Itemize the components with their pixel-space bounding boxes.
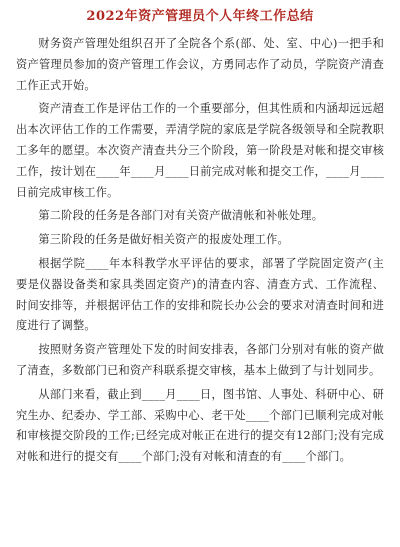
paragraph-stage-three: 第三阶段的任务是做好相关资产的报废处理工作。 — [38, 233, 289, 247]
paragraph-departments: 从部门来看，截止到____月____日，图书馆、人事处、科研中心、研究生办、纪委办、学工部、采购中心、老干处____个部门已顺利完成对帐和审核提交阶段的工作;已经完成对帐正在进行的提交有12部门;没有完成对帐和进行的提交有____个部门;没有对帐和清查的有____个部门。 — [16, 387, 384, 464]
paragraph-meeting: 财务资产管理处组织召开了全院各个系(部、处、室、中心)一把手和资产管理员参加的资产管理工作会议，方勇同志作了动员，学院资产清查工作正式开始。 — [16, 37, 384, 92]
paragraph-stage-two: 第二阶段的任务是各部门对有关资产做清帐和补帐处理。 — [38, 209, 324, 223]
paragraph-stages: 资产清查工作是评估工作的一个重要部分，但其性质和内涵却远远超出本次评估工作的工作需要，弄清学院的家底是学院各级领导和全院教职工多年的愿望。本次资产清查共分三个阶段，第一阶段是对帐和提交审核工作，按计划在____年____月____日前完成对帐和提交工作，____月____日前完成审核工作。 — [16, 102, 384, 199]
paragraph-evaluation: 根据学院____年本科教学水平评估的要求，部署了学院固定资产(主要是仪器设备类和家具类固定资产)的清查内容、清查方式、工作流程、时间安排等，并根据评估工作的安排和院长办公会的要求对清查时间和进度进行了调整。 — [16, 256, 384, 333]
paragraph-schedule: 按照财务资产管理处下发的时间安排表，各部门分别对有帐的资产做了清查，多数部门已和资产科联系提交审核，基本上做到了与计划同步。 — [16, 343, 384, 377]
document-title: 2022年资产管理员个人年终工作总结 — [86, 9, 314, 24]
